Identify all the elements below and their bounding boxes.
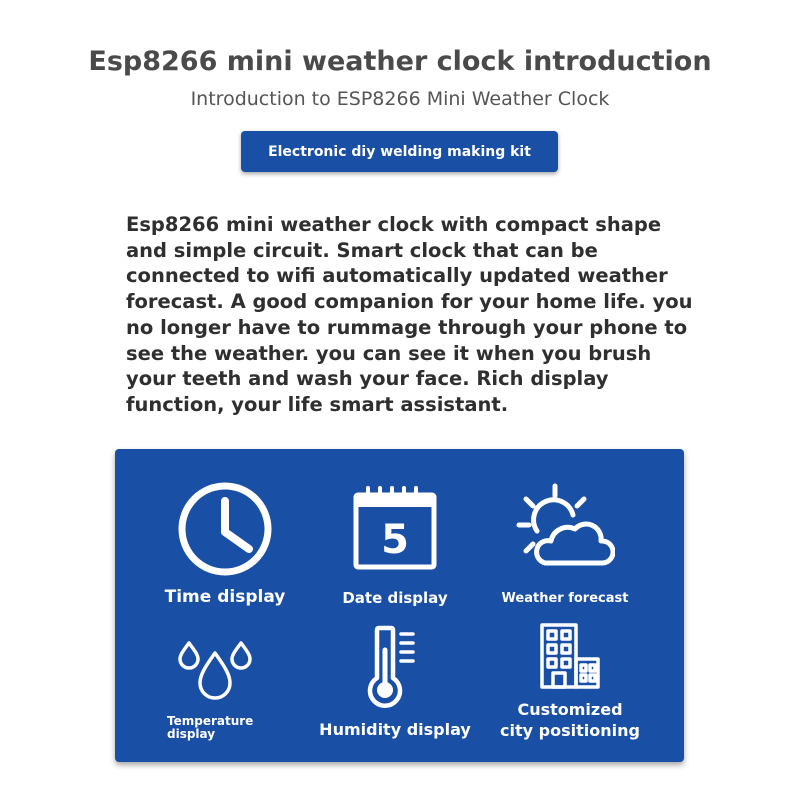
feature-temperature-label-line1: Temperature [167,714,254,728]
page-title: Esp8266 mini weather clock introduction [88,46,712,77]
features-panel [115,449,684,762]
feature-time [155,479,295,607]
thermometer-icon [363,624,427,708]
feature-city-label-line2: city positioning [500,721,640,740]
feature-weather [485,483,645,606]
feature-city [485,621,655,741]
feature-date-label: Date display [342,589,448,607]
feature-temperature-label-line2: display [167,727,216,741]
feature-city-label-line1: Customized [517,700,623,719]
kit-badge: Electronic diy welding making kit [241,131,558,172]
feature-temperature-label [167,715,265,741]
buildings-icon [530,621,610,691]
feature-temperature [155,639,265,741]
feature-humidity-label: Humidity display [319,720,471,739]
feature-time-label: Time display [164,587,286,607]
feature-date [320,485,470,607]
page-subtitle: Introduction to ESP8266 Mini Weather Clock [190,88,610,110]
feature-humidity [305,624,485,739]
calendar-day-number: 5 [381,517,409,563]
product-description: Esp8266 mini weather clock with compact shape and simple circuit. Smart clock that can be connected to wifi automatically updated weather forecast. A good companion for your home life. you no longer have to rummage through your phone to see the weather. you can see it when you brush your teeth and wash your face. Rich display function, your life smart assistant. [126,213,693,416]
feature-city-label [485,699,655,741]
clock-icon [175,479,275,579]
water-drops-icon [175,639,255,705]
calendar-icon [352,485,438,571]
feature-weather-label: Weather forecast [501,591,629,606]
sun-cloud-icon [515,483,615,571]
